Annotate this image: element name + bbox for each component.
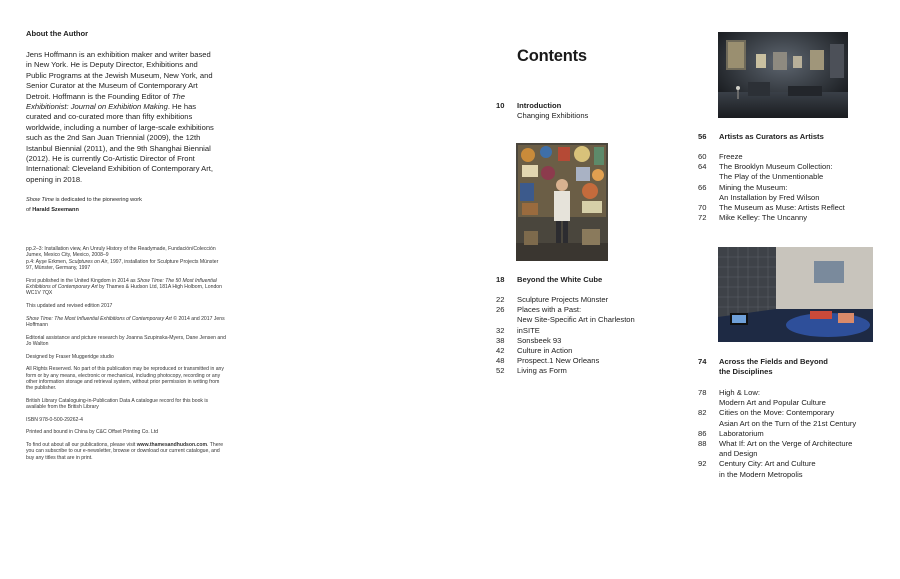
imprint-isbn: ISBN 978-0-500-29262-4 [26,416,83,423]
entry-indent [698,419,719,429]
entry-title-line: The Museum as Muse: Artists Reflect [719,203,845,213]
entry-title-line: Mining the Museum: [719,182,788,192]
entry-title-line: Laboratorium [719,428,764,438]
entry-page-number: 66 [698,182,707,192]
entry-indent [698,172,719,182]
author-bio [26,50,218,185]
imprint-cataloguing: British Library Cataloguing-in-Publication Data A catalogue record for this book is available from the British Library [26,397,209,411]
entry-title-line: Sonsbeek 93 [517,335,562,345]
section-beyond-white-cube [496,275,656,285]
entry-title-line: Cities on the Move: Contemporary [719,408,835,418]
imprint-caption-2b: , 1997, installation for Sculpture Projects Münster 97, Münster, Germany, 1997 [26,258,219,271]
section-title-line-2: the Disciplines [719,367,773,377]
contents-entry [496,366,656,376]
entry-page-number: 52 [496,366,505,376]
imprint-caption-2a: p.4: Ayşe Erkmen, [26,258,69,265]
imprint-p11a: To find out about all our publications, please visit [26,442,137,449]
entry-page-number: 92 [698,459,707,469]
section-title: Artists as Curators as Artists [719,132,824,141]
section-title: Beyond the White Cube [517,275,603,284]
entry-page-number: 22 [496,295,505,304]
entry-page-number: 78 [698,388,707,397]
contents-entry [698,408,878,428]
contents-entry [496,356,656,366]
entry-page-number: 32 [496,325,505,335]
entry-title-line: in the Modern Metropolis [719,469,803,479]
section-subtitle: Changing Exhibitions [517,111,589,121]
entry-page-number: 82 [698,408,707,418]
contents-entry [698,459,878,479]
section-page-number: 10 [496,101,505,110]
dedication [26,195,226,216]
contents-title: Contents [517,47,587,65]
section-title: Introduction [517,101,562,110]
section-page-number: 56 [698,132,707,141]
imprint-website [26,442,226,461]
entry-indent [496,315,517,325]
publisher-website-link[interactable]: www.thamesandhudson.com [136,442,208,449]
contents-entry [496,346,656,356]
across-entries [698,388,878,480]
contents-entry [698,152,868,162]
entry-title-line: Century City: Art and Culture [719,459,816,469]
entry-indent [698,193,719,203]
imprint-p4b: © 2014 and 2017 Jens Hoffmann [26,315,225,328]
blue-room-installation-photo [718,247,873,342]
contents-entry [698,162,868,182]
entry-page-number: 86 [698,428,707,438]
section-artists-as-curators [698,132,868,142]
contents-entry [698,213,868,223]
imprint-copyright [26,316,226,329]
bio-text-2: . He has curated and co-curated more than fifty exhibitions worldwide, including a number of large-scale exhibitions such as the 2nd San Juan Triennial (2009), the 12th Istanbul Biennial (2011), and the 9th Shanghai Biennial (2012). He is currently Co-Artistic Director of Front International: Cleveland Exhibition of Contemporary Art, opening in 2018. [26,102,214,184]
imprint-first-published [26,278,226,297]
contents-entry [698,203,868,213]
imprint-caption-2-italic: Sculptures on Air [68,258,108,265]
contents-entry [698,388,878,408]
entry-title-line: Living as Form [517,366,567,376]
imprint-p4-italic: Show Time: The Most Influential Exhibitions of Contemporary Art [26,315,172,322]
contents-entry [496,305,656,325]
section-across-the-fields [698,357,868,378]
entry-title-line: Culture in Action [517,346,573,356]
contents-entry [496,326,656,336]
contents-entry [698,429,878,439]
imprint-caption-1: pp.2–3: Installation view, An Unruly History of the Readymade, Fundación/Colección Jumex, Mexico City, Mexico, 2008–9 [26,246,216,259]
about-heading: About the Author [26,29,89,38]
entry-page-number: 38 [496,335,505,345]
section-page-number: 18 [496,275,505,284]
section-page-number: 74 [698,357,707,366]
bio-text-1: Jens Hoffmann is an exhibition maker and writer based in New York. He is Deputy Director, Exhibitions and Public Programs at the Jewish Museum, New York, and Senior Curator at the Museum of Contemporary Art Detroit. Hoffmann is the Founding Editor of [26,50,213,101]
entry-page-number: 72 [698,213,707,223]
dedication-text: is dedicated to the pioneering work [53,197,142,203]
imprint-design: Designed by Fraser Muggeridge studio [26,353,114,360]
entry-title-line: Sculpture Projects Münster [517,295,609,304]
entry-page-number: 42 [496,346,505,356]
entry-page-number: 88 [698,439,707,449]
entry-indent [698,470,719,480]
artist-with-collection-photo [516,143,608,261]
imprint-printed: Printed and bound in China by C&C Offset Printing Co. Ltd [26,429,159,436]
imprint-captions [26,246,226,271]
beyond-entries [496,295,656,377]
artists-entries [698,152,868,223]
entry-title-line: and Design [719,449,758,459]
entry-page-number: 64 [698,162,707,172]
imprint-edition: This updated and revised edition 2017 [26,302,113,309]
section-title-line-1: Across the Fields and Beyond [719,357,828,366]
entry-title-line: The Play of the Unmentionable [719,172,824,182]
imprint-p2-italic: Show Time: The 50 Most Influential Exhibitions of Contemporary Art [26,277,217,290]
dedication-name: Harald Szeemann [32,207,79,214]
dedication-of: of [26,207,33,214]
entry-title-line: Asian Art on the Turn of the 21st Century [719,418,857,428]
entry-title-line: What If: Art on the Verge of Architecture [719,439,853,449]
entry-indent [698,449,719,459]
bio-journal-title: The Exhibitionist: Journal on Exhibition Making [26,91,185,112]
entry-page-number: 26 [496,305,505,315]
entry-title-line: Prospect.1 New Orleans [517,356,600,366]
contents-entry [496,295,656,305]
section-introduction [496,101,616,122]
entry-title-line: An Installation by Fred Wilson [719,192,820,202]
contents-entry [496,336,656,346]
entry-page-number: 48 [496,356,505,366]
entry-page-number: 70 [698,203,707,213]
entry-title-line: Mike Kelley: The Uncanny [719,213,808,223]
entry-title-line: New Site-Specific Art in Charleston [517,315,635,325]
imprint-editorial: Editorial assistance and picture research by Joanna Szupinska-Myers, Dane Jensen and Jo Walton [26,334,226,347]
entry-page-number: 60 [698,152,707,161]
entry-title-line: The Brooklyn Museum Collection: [719,162,833,172]
imprint-p2b: by Thames & Hudson Ltd, 181A High Holborn, London WC1V 7QX [26,283,222,297]
imprint-p2a: First published in the United Kingdom in 2014 as [26,277,137,284]
imprint [26,246,226,467]
entry-indent [698,398,719,408]
gallery-installation-photo [718,32,848,118]
imprint-p11b: . There you can subscribe to our e-newsletter, browse or download our current catalogue, and buy any titles that are in print. [26,442,224,461]
entry-title-line: High & Low: [719,388,760,397]
entry-title-line: Freeze [719,152,743,161]
dedication-book-title: Show Time [26,197,54,203]
contents-entry [698,439,878,459]
entry-title-line: Modern Art and Popular Culture [719,398,826,408]
entry-title-line: inSITE [517,325,540,335]
entry-title-line: Places with a Past: [517,305,582,315]
imprint-rights: All Rights Reserved. No part of this publication may be reproduced or transmitted in any form or by any means, electronic or mechanical, including photocopy, recording or any other information storage and retrieval system, without prior permission in writing from the publisher. [26,366,224,392]
contents-entry [698,183,868,203]
